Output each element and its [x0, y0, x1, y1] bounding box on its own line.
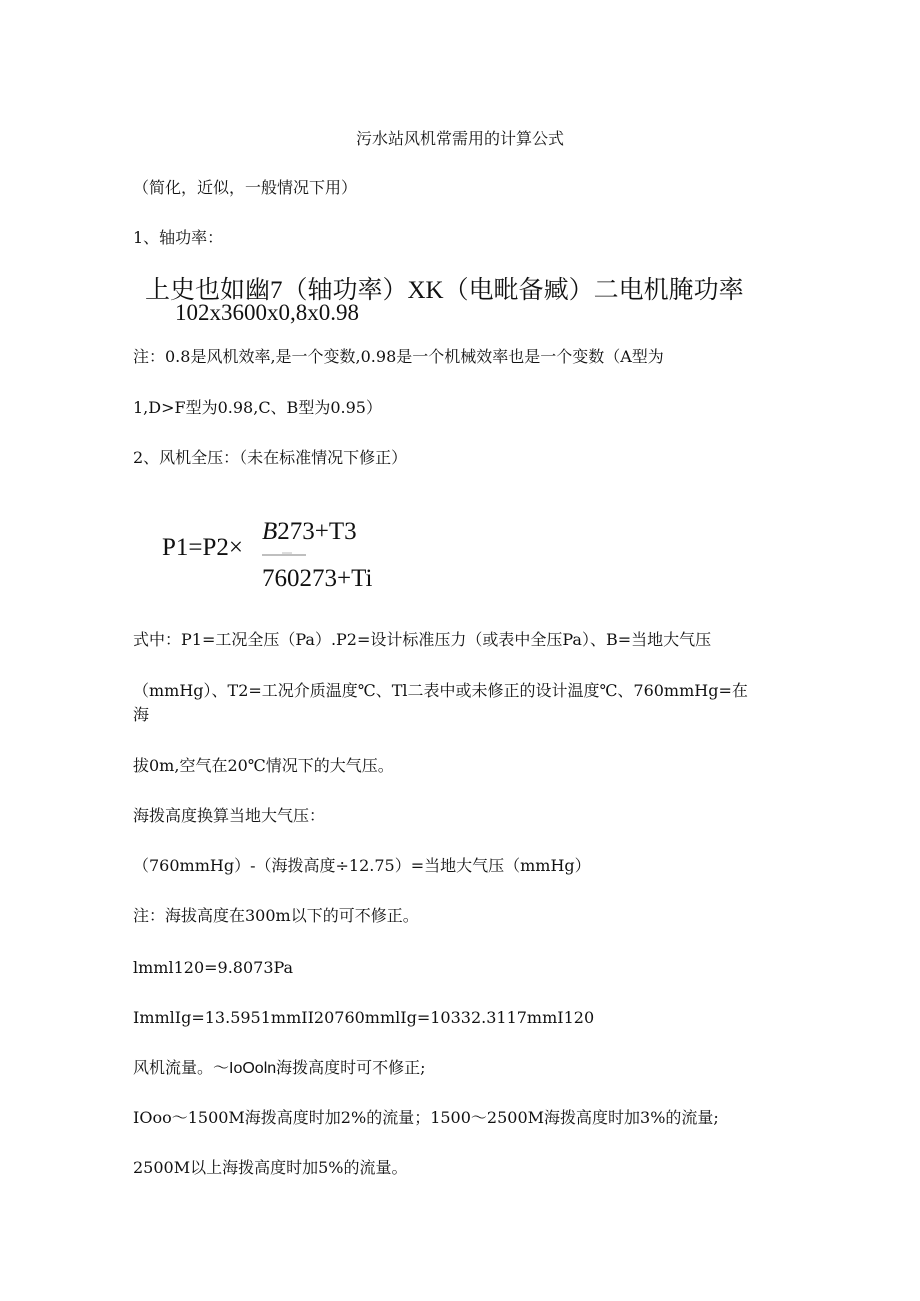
note-line-1: 注：0.8是风机效率,是一个变数,0.98是一个机械效率也是一个变数（A型为 [133, 347, 664, 366]
altitude-note: 注：海拔高度在300m以下的可不修正。 [133, 906, 419, 925]
flow-line-2: IOoo～1500M海拨高度时加2%的流量；1500～2500M海拨高度时加3%的流量; [133, 1108, 719, 1127]
subtitle: （简化，近似，一般情况下用） [133, 178, 358, 197]
altitude-formula: （760mmHg）-（海拨高度÷12.75）=当地大气压（mmHg） [133, 856, 591, 875]
flow-line-1-a: 风机流量。～ [133, 1058, 230, 1077]
flow-line-1 [133, 1058, 426, 1079]
where-line-1: 式中：P1=工况全压（Pa）.P2=设计标准压力（或表中全压Pa）、B=当地大气压 [133, 630, 712, 649]
flow-line-1-c: 海拨高度时可不修正; [276, 1058, 426, 1077]
shaft-power-formula-denominator: 102x3600x0,8x0.98 [175, 300, 359, 325]
page-title: 污水站风机常需用的计算公式 [355, 129, 564, 148]
conversion-line-1: lmml120=9.8073Pa [133, 958, 294, 977]
fraction-bar [262, 552, 306, 558]
pressure-formula-denominator: 760273+Ti [262, 565, 373, 592]
where-line-2: （mmHg）、T2=工况介质温度℃、Tl二表中或未修正的设计温度℃、760mmHg=在 [133, 681, 748, 700]
shaft-power-formula: 上史也如幽7（轴功率）XK（电毗备臧）二电机腌功率 [145, 277, 744, 304]
where-line-4: 拔0m,空气在20℃情况下的大气压。 [133, 756, 394, 775]
pressure-formula-numerator-rest: 273+T3 [277, 518, 357, 545]
where-line-3: 海 [133, 705, 150, 724]
note-line-2: 1,D>F型为0.98,C、B型为0.95） [133, 398, 382, 417]
pressure-formula-b: B [262, 518, 278, 545]
section1-heading: 1、轴功率： [133, 228, 224, 247]
section2-heading: 2、风机全压：（未在标准情况下修正） [133, 448, 408, 467]
altitude-heading: 海拨高度换算当地大气压： [133, 806, 326, 825]
pressure-formula-numerator [262, 518, 357, 546]
pressure-formula-left: P1=P2× [162, 534, 244, 561]
flow-line-1-b: IoOoln [229, 1060, 277, 1077]
conversion-line-2: ImmlIg=13.5951mmII20760mmlIg=10332.3117mmI120 [133, 1008, 595, 1027]
flow-line-3: 2500M以上海拨高度时加5%的流量。 [133, 1158, 408, 1177]
